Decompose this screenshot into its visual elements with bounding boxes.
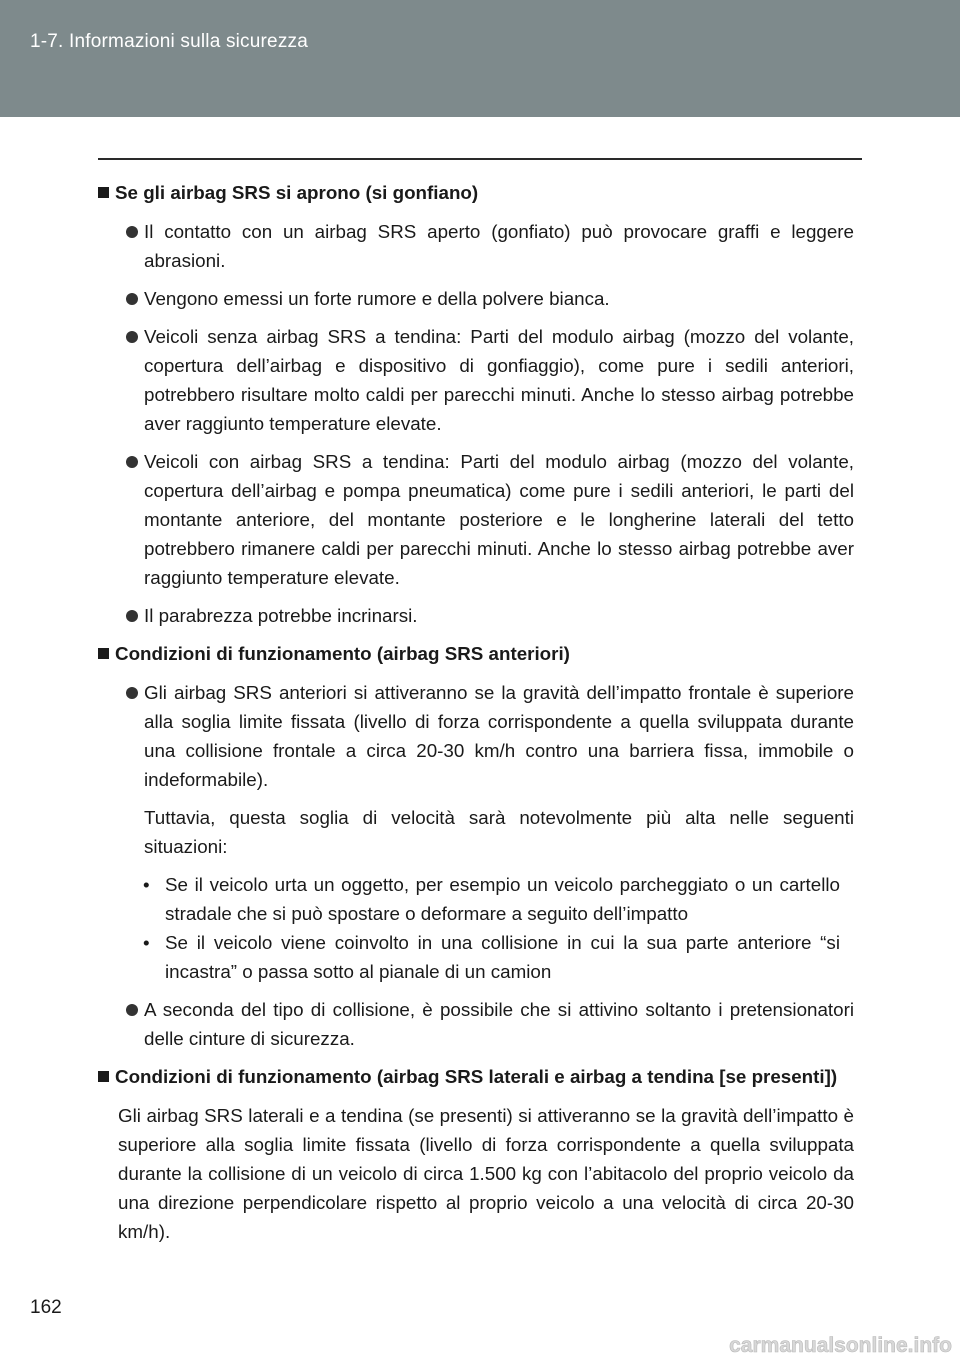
- circle-bullet-icon: [126, 1004, 138, 1016]
- circle-bullet-icon: [126, 456, 138, 468]
- body-paragraph: Gli airbag SRS laterali e a tendina (se presenti) si attiveranno se la gravità dell’impatto è superiore alla soglia limite fissata (livello di forza corrispondente a quella sviluppata durante la collisione di un veicolo di circa 1.500 kg con l’abitacolo del proprio veicolo da una direzione perpendicolare rispetto al proprio veicolo a una velocità di circa 20-30 km/h).: [118, 1105, 854, 1242]
- page-content: [98, 178, 854, 1246]
- note-paragraph: Tuttavia, questa soglia di velocità sarà notevolmente più alta nelle seguenti situazioni:: [144, 807, 854, 857]
- page-header: [0, 0, 960, 117]
- small-bullet-icon: •: [143, 932, 150, 953]
- section-heading: [98, 639, 854, 668]
- circle-bullet-icon: [126, 687, 138, 699]
- square-bullet-icon: [98, 648, 109, 659]
- list-item: Il parabrezza potrebbe incrinarsi.: [98, 601, 854, 630]
- list-item: Gli airbag SRS anteriori si attiveranno se la gravità dell’impatto frontale è superiore alla soglia limite fissata (livello di forza corrispondente a quella sviluppata durante una collisione frontale a circa 20-30 km/h contro una barriera fissa, immobile o indeformabile).: [98, 678, 854, 794]
- section-heading-text: Se gli airbag SRS si aprono (si gonfiano): [115, 182, 479, 203]
- page-number: 162: [30, 1297, 62, 1318]
- list-item: Vengono emessi un forte rumore e della polvere bianca.: [98, 284, 854, 313]
- list-item: Il contatto con un airbag SRS aperto (gonfiato) può provocare graffi e leggere abrasioni.: [98, 217, 854, 275]
- square-bullet-icon: [98, 187, 109, 198]
- section-heading-text: Condizioni di funzionamento (airbag SRS anteriori): [115, 643, 570, 664]
- circle-bullet-icon: [126, 610, 138, 622]
- list-item: Veicoli con airbag SRS a tendina: Parti del modulo airbag (mozzo del volante, copertura dell’airbag e pompa pneumatica) come pure i sedili anteriori, le parti del montante anteriore, del montante posteriore e le longherine laterali del tetto potrebbero rimanere caldi per parecchi minuti. Anche lo stesso airbag potrebbe aver raggiunto temperature elevate.: [98, 447, 854, 592]
- sub-list-item: • Se il veicolo urta un oggetto, per esempio un veicolo parcheggiato o un cartello stradale che si può spostare o deformare a seguito dell’impatto: [98, 870, 854, 928]
- divider: [98, 158, 862, 160]
- section-title: 1-7. Informazioni sulla sicurezza: [30, 31, 308, 52]
- circle-bullet-icon: [126, 226, 138, 238]
- list-item: A seconda del tipo di collisione, è possibile che si attivino soltanto i pretensionatori delle cinture di sicurezza.: [98, 995, 854, 1053]
- watermark-text: carmanualsonline.info: [729, 1334, 952, 1357]
- circle-bullet-icon: [126, 293, 138, 305]
- square-bullet-icon: [98, 1071, 109, 1082]
- list-item: Veicoli senza airbag SRS a tendina: Parti del modulo airbag (mozzo del volante, copertura dell’airbag e dispositivo di gonfiaggio), come pure i sedili anteriori, potrebbero risultare molto caldi per parecchi minuti. Anche lo stesso airbag potrebbe aver raggiunto temperature elevate.: [98, 322, 854, 438]
- section-heading-text: Condizioni di funzionamento (airbag SRS laterali e airbag a tendina [se presenti]): [115, 1066, 838, 1087]
- sub-list-item: • Se il veicolo viene coinvolto in una collisione in cui la sua parte anteriore “si incastra” o passa sotto al pianale di un camion: [98, 928, 854, 986]
- section-heading: [98, 1062, 854, 1091]
- section-heading: [98, 178, 854, 207]
- watermark: [676, 1330, 956, 1358]
- circle-bullet-icon: [126, 331, 138, 343]
- small-bullet-icon: •: [143, 874, 150, 895]
